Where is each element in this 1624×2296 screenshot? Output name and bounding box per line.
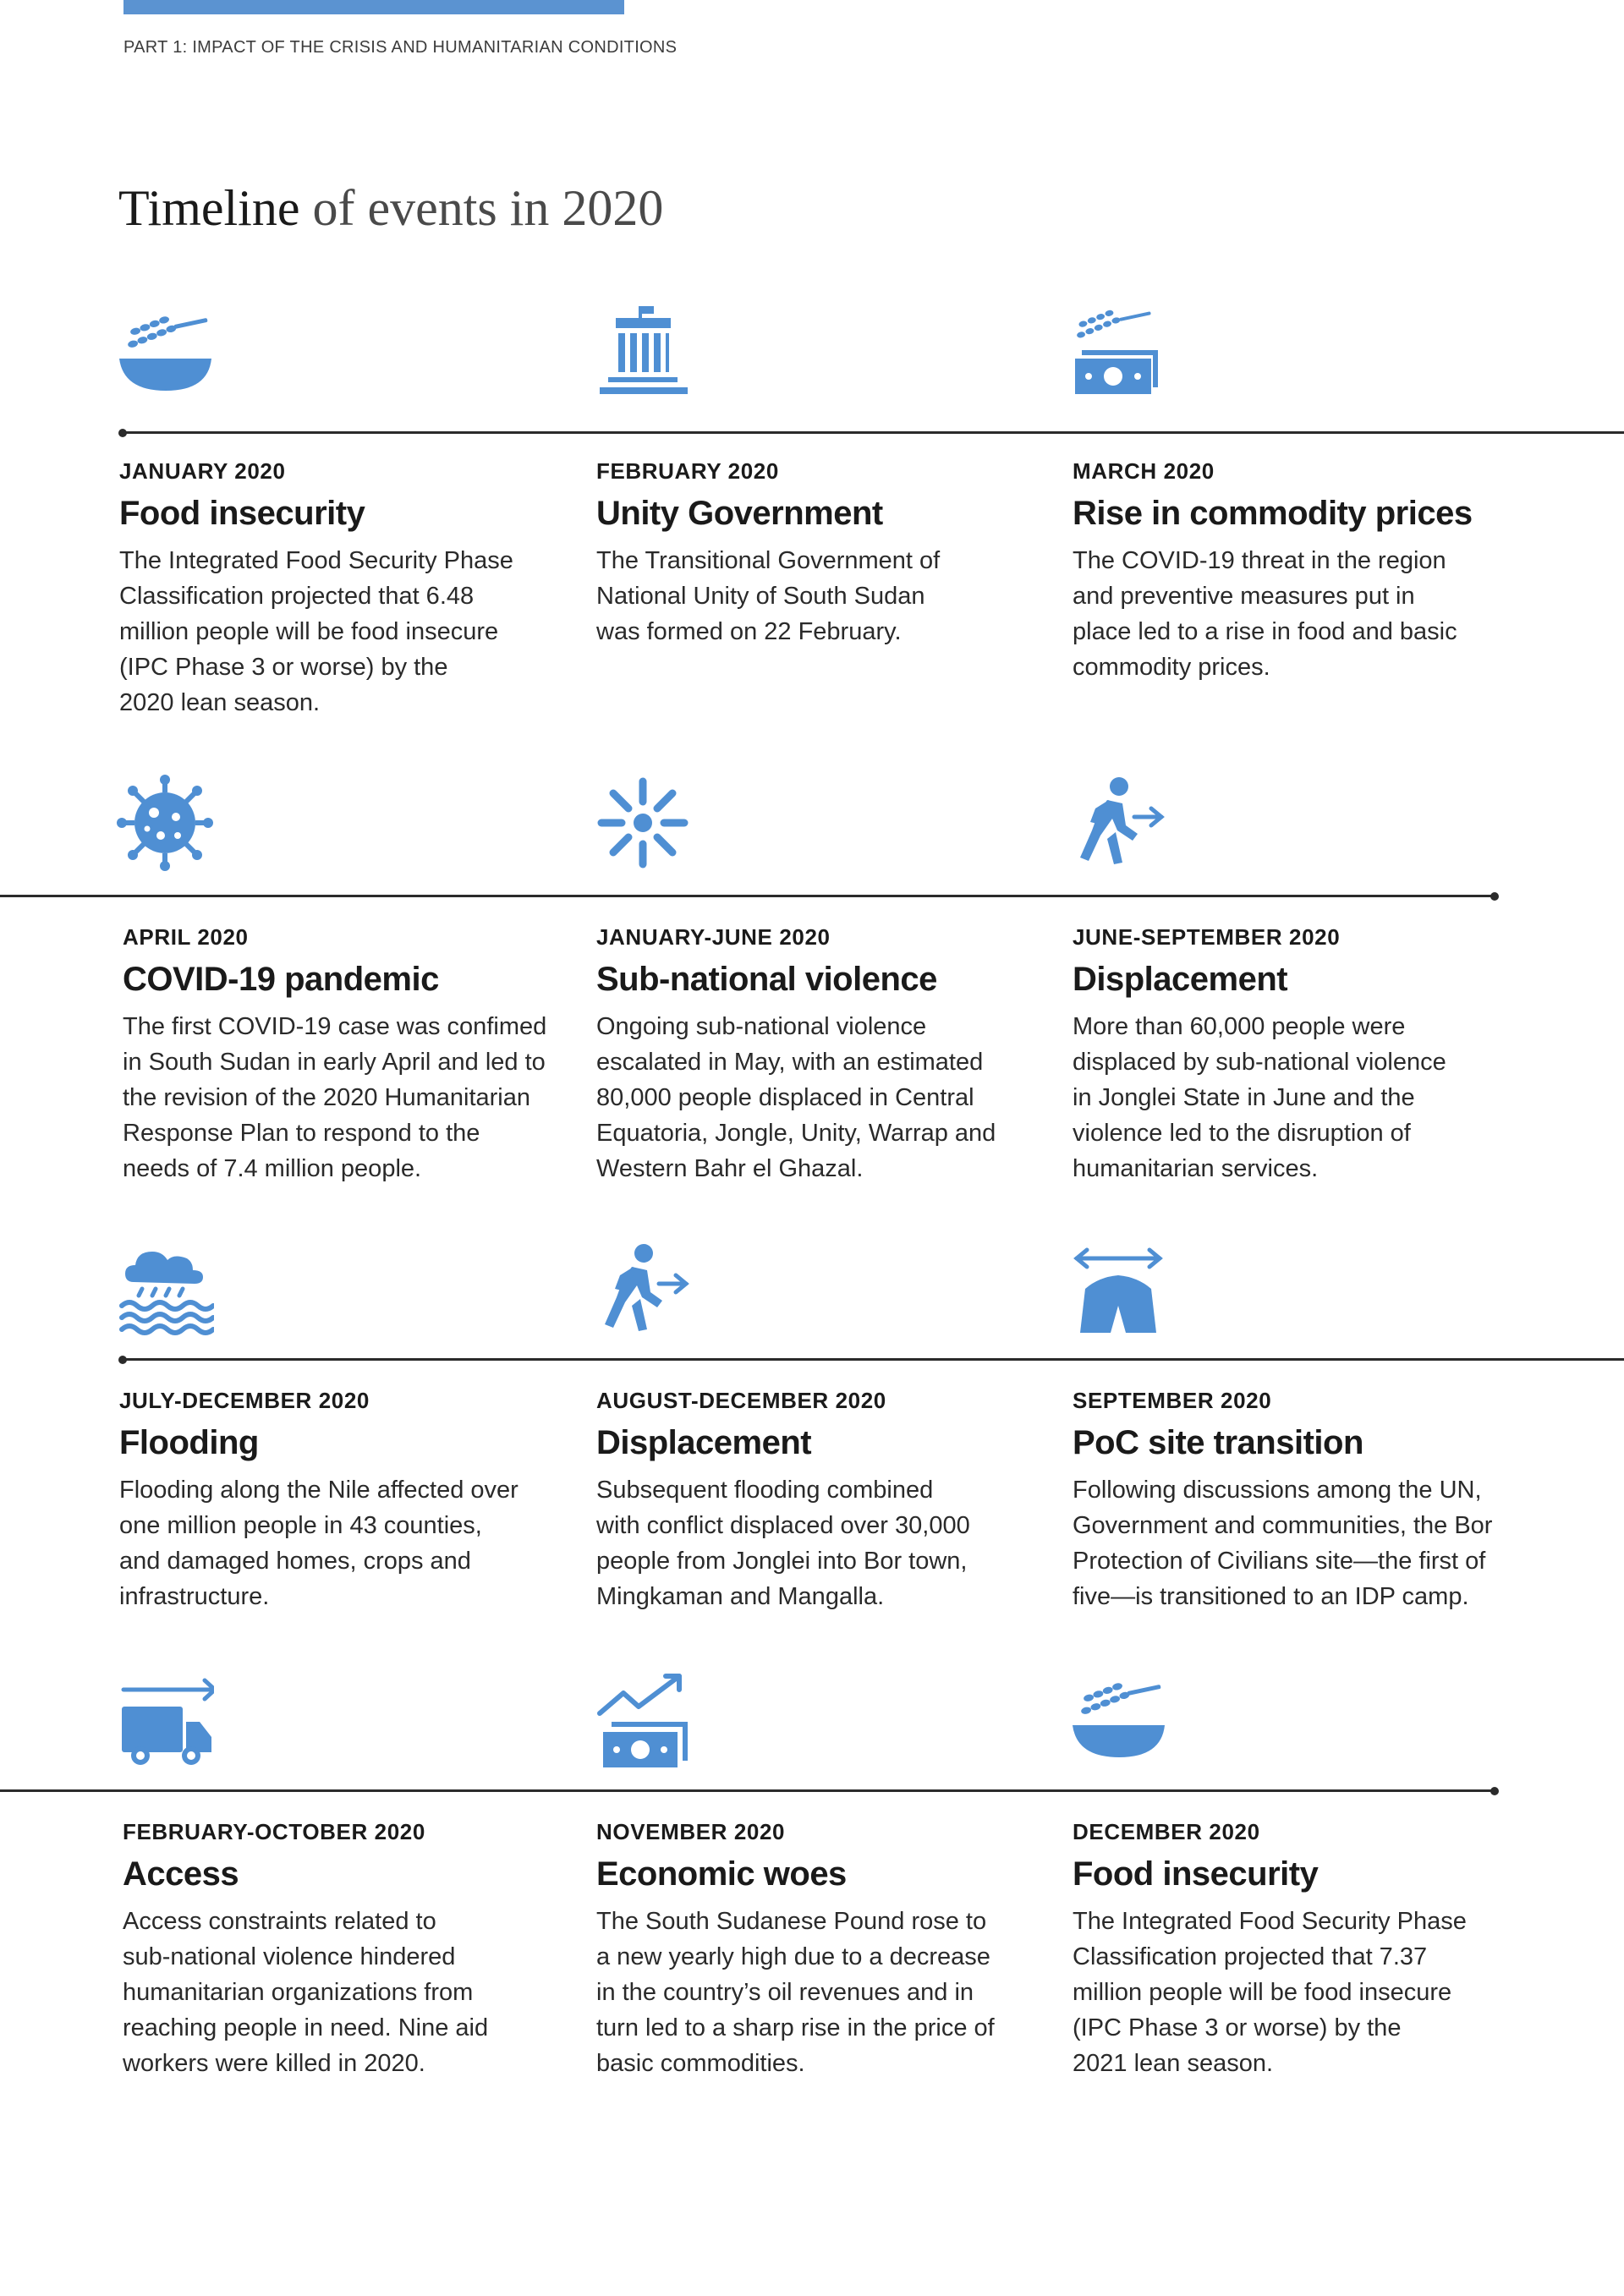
money-trend-icon bbox=[595, 1673, 692, 1770]
timeline-line-3 bbox=[123, 1358, 1624, 1361]
event-heading: PoC site transition bbox=[1073, 1424, 1363, 1461]
truck-icon bbox=[117, 1673, 214, 1770]
event-september-2020 bbox=[1073, 1388, 1512, 1614]
event-date: AUGUST-DECEMBER 2020 bbox=[596, 1388, 886, 1413]
event-date: JANUARY 2020 bbox=[119, 458, 286, 484]
event-description: Flooding along the Nile affected over one million people in 43 counties, and damaged homes, crops and infrastructure. bbox=[119, 1477, 518, 1610]
person-displaced-icon bbox=[1070, 775, 1167, 872]
food-bowl-icon bbox=[1070, 1673, 1167, 1770]
event-date: SEPTEMBER 2020 bbox=[1073, 1388, 1272, 1413]
grain-money-icon bbox=[1070, 306, 1167, 403]
event-date: JUNE-SEPTEMBER 2020 bbox=[1073, 924, 1341, 950]
event-heading: Displacement bbox=[596, 1424, 812, 1461]
event-january-2020 bbox=[119, 458, 559, 721]
event-june-september-2020 bbox=[1073, 924, 1512, 1186]
timeline-line-1 bbox=[123, 431, 1624, 434]
event-february-october-2020 bbox=[123, 1819, 562, 2081]
violence-burst-icon bbox=[595, 775, 692, 872]
event-description: The South Sudanese Pound rose to a new yearly high due to a decrease in the country’s oil revenues and in turn led to a sharp rise in the price of basic commodities. bbox=[596, 1908, 995, 2077]
event-date: NOVEMBER 2020 bbox=[596, 1819, 786, 1844]
person-displaced-icon bbox=[595, 1241, 692, 1339]
event-description: The COVID-19 threat in the region and preventive measures put in place led to a rise in food and basic commodity prices. bbox=[1073, 547, 1457, 681]
event-august-december-2020 bbox=[596, 1388, 1036, 1614]
event-date: FEBRUARY-OCTOBER 2020 bbox=[123, 1819, 425, 1844]
page-title bbox=[118, 179, 663, 238]
virus-icon bbox=[117, 775, 214, 872]
event-heading: Sub-national violence bbox=[596, 961, 937, 998]
event-description: Following discussions among the UN, Government and communities, the Bor Protection of Civilians site—the first of five—is transitioned to an IDP camp. bbox=[1073, 1477, 1493, 1610]
event-description: Subsequent flooding combined with conflict displaced over 30,000 people from Jonglei into Bor town, Mingkaman and Mangalla. bbox=[596, 1477, 970, 1610]
event-february-2020 bbox=[596, 458, 1036, 649]
event-heading: Unity Government bbox=[596, 495, 883, 532]
timeline-dot-3 bbox=[118, 1356, 127, 1364]
timeline-dot-1 bbox=[118, 429, 127, 437]
event-heading: Food insecurity bbox=[1073, 1855, 1319, 1893]
event-july-december-2020 bbox=[119, 1388, 559, 1614]
event-date: APRIL 2020 bbox=[123, 924, 249, 950]
part-label: PART 1: IMPACT OF THE CRISIS AND HUMANITARIAN CONDITIONS bbox=[123, 38, 678, 57]
event-march-2020 bbox=[1073, 458, 1512, 685]
title-strong: Timeline bbox=[118, 180, 300, 236]
event-heading: Economic woes bbox=[596, 1855, 847, 1893]
event-heading: Rise in commodity prices bbox=[1073, 495, 1473, 532]
event-december-2020 bbox=[1073, 1819, 1512, 2081]
event-heading: Access bbox=[123, 1855, 239, 1893]
event-description: More than 60,000 people were displaced by sub-national violence in Jonglei State in June and the violence led to the disruption of humanitarian services. bbox=[1073, 1013, 1446, 1182]
event-date: JANUARY-JUNE 2020 bbox=[596, 924, 831, 950]
event-description: Ongoing sub-national violence escalated in May, with an estimated 80,000 people displaced in Central Equatoria, Jongle, Unity, Warrap and Western Bahr el Ghazal. bbox=[596, 1013, 996, 1182]
event-heading: Flooding bbox=[119, 1424, 259, 1461]
event-description: The first COVID-19 case was confimed in South Sudan in early April and led to the revision of the 2020 Humanitarian Response Plan to respond to the needs of 7.4 million people. bbox=[123, 1013, 547, 1182]
government-building-icon bbox=[595, 306, 692, 403]
timeline-dot-2 bbox=[1490, 892, 1499, 901]
tent-arrows-icon bbox=[1070, 1241, 1167, 1339]
food-bowl-icon bbox=[117, 306, 214, 403]
timeline-dot-4 bbox=[1490, 1787, 1499, 1795]
timeline-line-2 bbox=[0, 895, 1495, 897]
event-description: The Transitional Government of National Unity of South Sudan was formed on 22 February. bbox=[596, 547, 941, 645]
event-heading: Food insecurity bbox=[119, 495, 365, 532]
event-heading: Displacement bbox=[1073, 961, 1288, 998]
event-november-2020 bbox=[596, 1819, 1036, 2081]
event-date: FEBRUARY 2020 bbox=[596, 458, 779, 484]
event-january-june-2020 bbox=[596, 924, 1036, 1186]
flood-icon bbox=[117, 1241, 214, 1339]
title-light: of events in 2020 bbox=[299, 180, 664, 236]
header-accent-bar bbox=[123, 0, 624, 14]
event-description: The Integrated Food Security Phase Classification projected that 7.37 million people will be food insecure (IPC Phase 3 or worse) by the 2021 lean season. bbox=[1073, 1908, 1467, 2077]
event-description: Access constraints related to sub-national violence hindered humanitarian organizations from reaching people in need. Nine aid workers were killed in 2020. bbox=[123, 1908, 489, 2077]
event-description: The Integrated Food Security Phase Classification projected that 6.48 million people will be food insecure (IPC Phase 3 or worse) by the 2020 lean season. bbox=[119, 547, 513, 716]
event-date: JULY-DECEMBER 2020 bbox=[119, 1388, 370, 1413]
event-date: DECEMBER 2020 bbox=[1073, 1819, 1260, 1844]
event-heading: COVID-19 pandemic bbox=[123, 961, 439, 998]
event-april-2020 bbox=[123, 924, 562, 1186]
event-date: MARCH 2020 bbox=[1073, 458, 1215, 484]
timeline-line-4 bbox=[0, 1789, 1495, 1792]
